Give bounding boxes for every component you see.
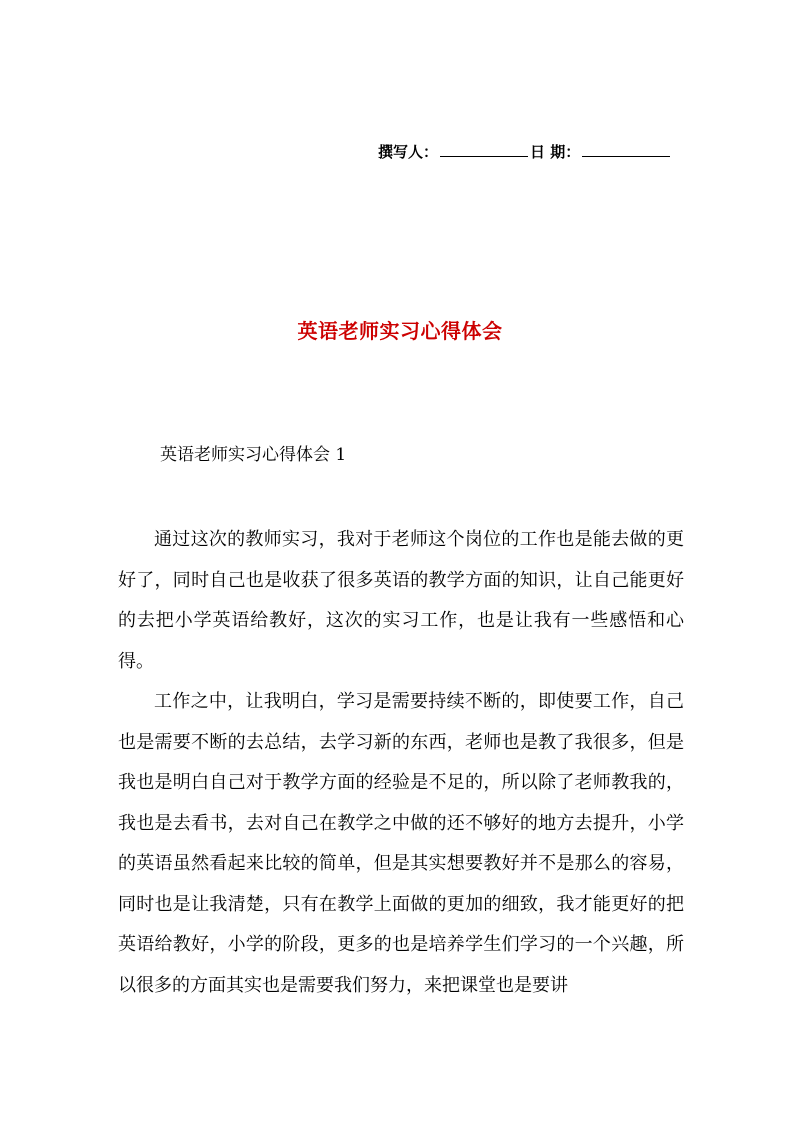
author-label: 撰写人： (378, 143, 439, 161)
paragraph-1: 通过这次的教师实习，我对于老师这个岗位的工作也是能去做的更好了，同时自己也是收获了很多英语的教学方面的知识，让自己能更好的去把小学英语给教好，这次的实习工作，也是让我有一些感悟和心得。 (118, 529, 684, 672)
body-text (118, 520, 684, 1006)
paragraph-2: 工作之中，让我明白，学习是需要持续不断的，即使要工作，自己也是需要不断的去总结，去学习新的东西，老师也是教了我很多，但是我也是明白自己对于教学方面的经验是不足的，所以除了老师教我的，我也是去看书，去对自己在教学之中做的还不够好的地方去提升，小学的英语虽然看起来比较的简单，但是其实想要教好并不是那么的容易，同时也是让我清楚，只有在教学上面做的更加的细致，我才能更好的把英语给教好，小学的阶段，更多的也是培养学生们学习的一个兴趣，所以很多的方面其实也是需要我们努力，来把课堂也是要讲 (118, 691, 684, 996)
date-label: 日 期： (530, 143, 581, 161)
author-blank (440, 141, 528, 157)
document-title: 英语老师实习心得体会 (297, 319, 503, 343)
author-date-line (378, 141, 672, 162)
section-heading: 英语老师实习心得体会 1 (160, 445, 347, 465)
date-blank (582, 141, 670, 157)
